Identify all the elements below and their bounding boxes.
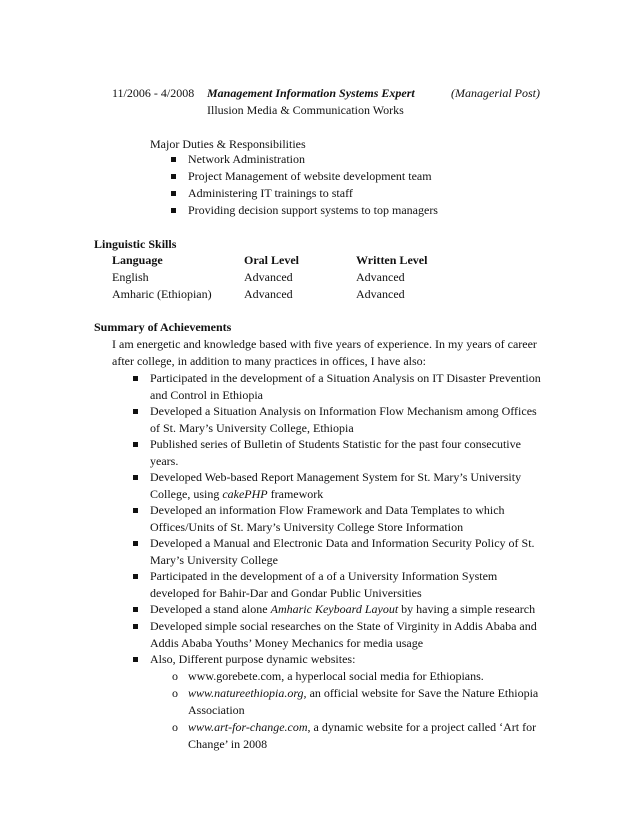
duty-item: Project Management of website development team [188,169,432,183]
summary-intro: I am energetic and knowledge based with five years of experience. In my years of career [112,337,537,351]
achievement-line: developed for Bahir-Dar and Gondar Public Universities [150,586,422,600]
achievement-line: Offices/Units of St. Mary’s University College Store Information [150,520,464,534]
bullet-icon [133,624,138,629]
bullet-icon [133,409,138,414]
bullet-icon [133,376,138,381]
duty-item: Providing decision support systems to top managers [188,203,438,217]
achievement-line: Developed a Manual and Electronic Data and Information Security Policy of St. [150,536,535,550]
bullet-icon [133,541,138,546]
duties-heading: Major Duties & Responsibilities [150,137,306,151]
achievement-text: College, using [150,487,223,501]
achievement-line: Developed a Situation Analysis on Information Flow Mechanism among Offices [150,404,537,418]
bullet-icon [133,574,138,579]
achievement-line [150,487,323,502]
sub-bullet-icon: o [172,686,178,700]
job-post: (Managerial Post) [451,86,540,100]
achievement-line: Also, Different purpose dynamic websites: [150,652,356,666]
table-header: Language [112,253,163,267]
bullet-icon [133,475,138,480]
sub-bullet-icon: o [172,669,178,683]
linguistic-heading: Linguistic Skills [94,237,177,251]
website-desc: , a dynamic website for a project called ‘Art for [307,720,537,734]
bullet-icon [133,508,138,513]
bullet-icon [171,191,176,196]
achievement-line: of St. Mary’s University College, Ethiopia [150,421,354,435]
website-line [188,686,538,701]
achievement-line: Developed Web-based Report Management System for St. Mary’s University [150,470,522,484]
website-line [188,669,484,684]
table-cell: Advanced [244,270,293,284]
achievement-line: Participated in the development of a Situation Analysis on IT Disaster Prevention [150,371,541,385]
website-line [188,720,536,735]
summary-intro: after college, in addition to many practices in offices, I have also: [112,354,426,368]
table-cell: English [112,270,149,284]
achievement-line: years. [150,454,179,468]
sub-bullet-icon: o [172,720,178,734]
achievement-text: Developed a stand alone [150,602,271,616]
achievement-line: Mary’s University College [150,553,278,567]
table-cell: Advanced [244,287,293,301]
website-desc: Change’ in 2008 [188,737,268,751]
bullet-icon [133,442,138,447]
website-link[interactable]: www.art-for-change.com [188,720,308,734]
website-desc: an official website for Save the Nature Ethiopia [306,686,539,700]
table-header: Written Level [356,253,428,267]
table-cell: Advanced [356,287,405,301]
table-header: Oral Level [244,253,299,267]
achievement-line: Published series of Bulletin of Students Statistic for the past four consecutive [150,437,521,451]
achievement-line: Addis Ababa Youths’ Money Mechanics for media usage [150,636,424,650]
achievement-line [150,602,535,617]
job-company: Illusion Media & Communication Works [207,103,404,117]
achievement-line: Participated in the development of a of a University Information System [150,569,498,583]
table-cell: Advanced [356,270,405,284]
duty-item: Administering IT trainings to staff [188,186,353,200]
bullet-icon [171,208,176,213]
achievement-line: and Control in Ethiopia [150,388,263,402]
bullet-icon [133,657,138,662]
website-desc: Association [188,703,245,717]
achievement-text: framework [267,487,324,501]
table-cell: Amharic (Ethiopian) [112,287,212,301]
bullet-icon [133,607,138,612]
website-link[interactable]: www.natureethiopia.org, [188,686,307,700]
achievement-line: Developed an information Flow Framework and Data Templates to which [150,503,505,517]
achievement-text: by having a simple research [398,602,536,616]
duty-item: Network Administration [188,152,305,166]
job-title: Management Information Systems Expert [207,86,415,100]
website-link[interactable]: www.gorebete.com [188,669,282,683]
achievement-line: Developed simple social researches on the State of Virginity in Addis Ababa and [150,619,537,633]
website-desc: , a hyperlocal social media for Ethiopians. [281,669,484,683]
achievement-emphasis: Amharic Keyboard Layout [270,602,399,616]
achievement-emphasis: cakePHP [222,487,268,501]
bullet-icon [171,157,176,162]
job-dates: 11/2006 - 4/2008 [112,86,195,100]
bullet-icon [171,174,176,179]
summary-heading: Summary of Achievements [94,320,232,334]
